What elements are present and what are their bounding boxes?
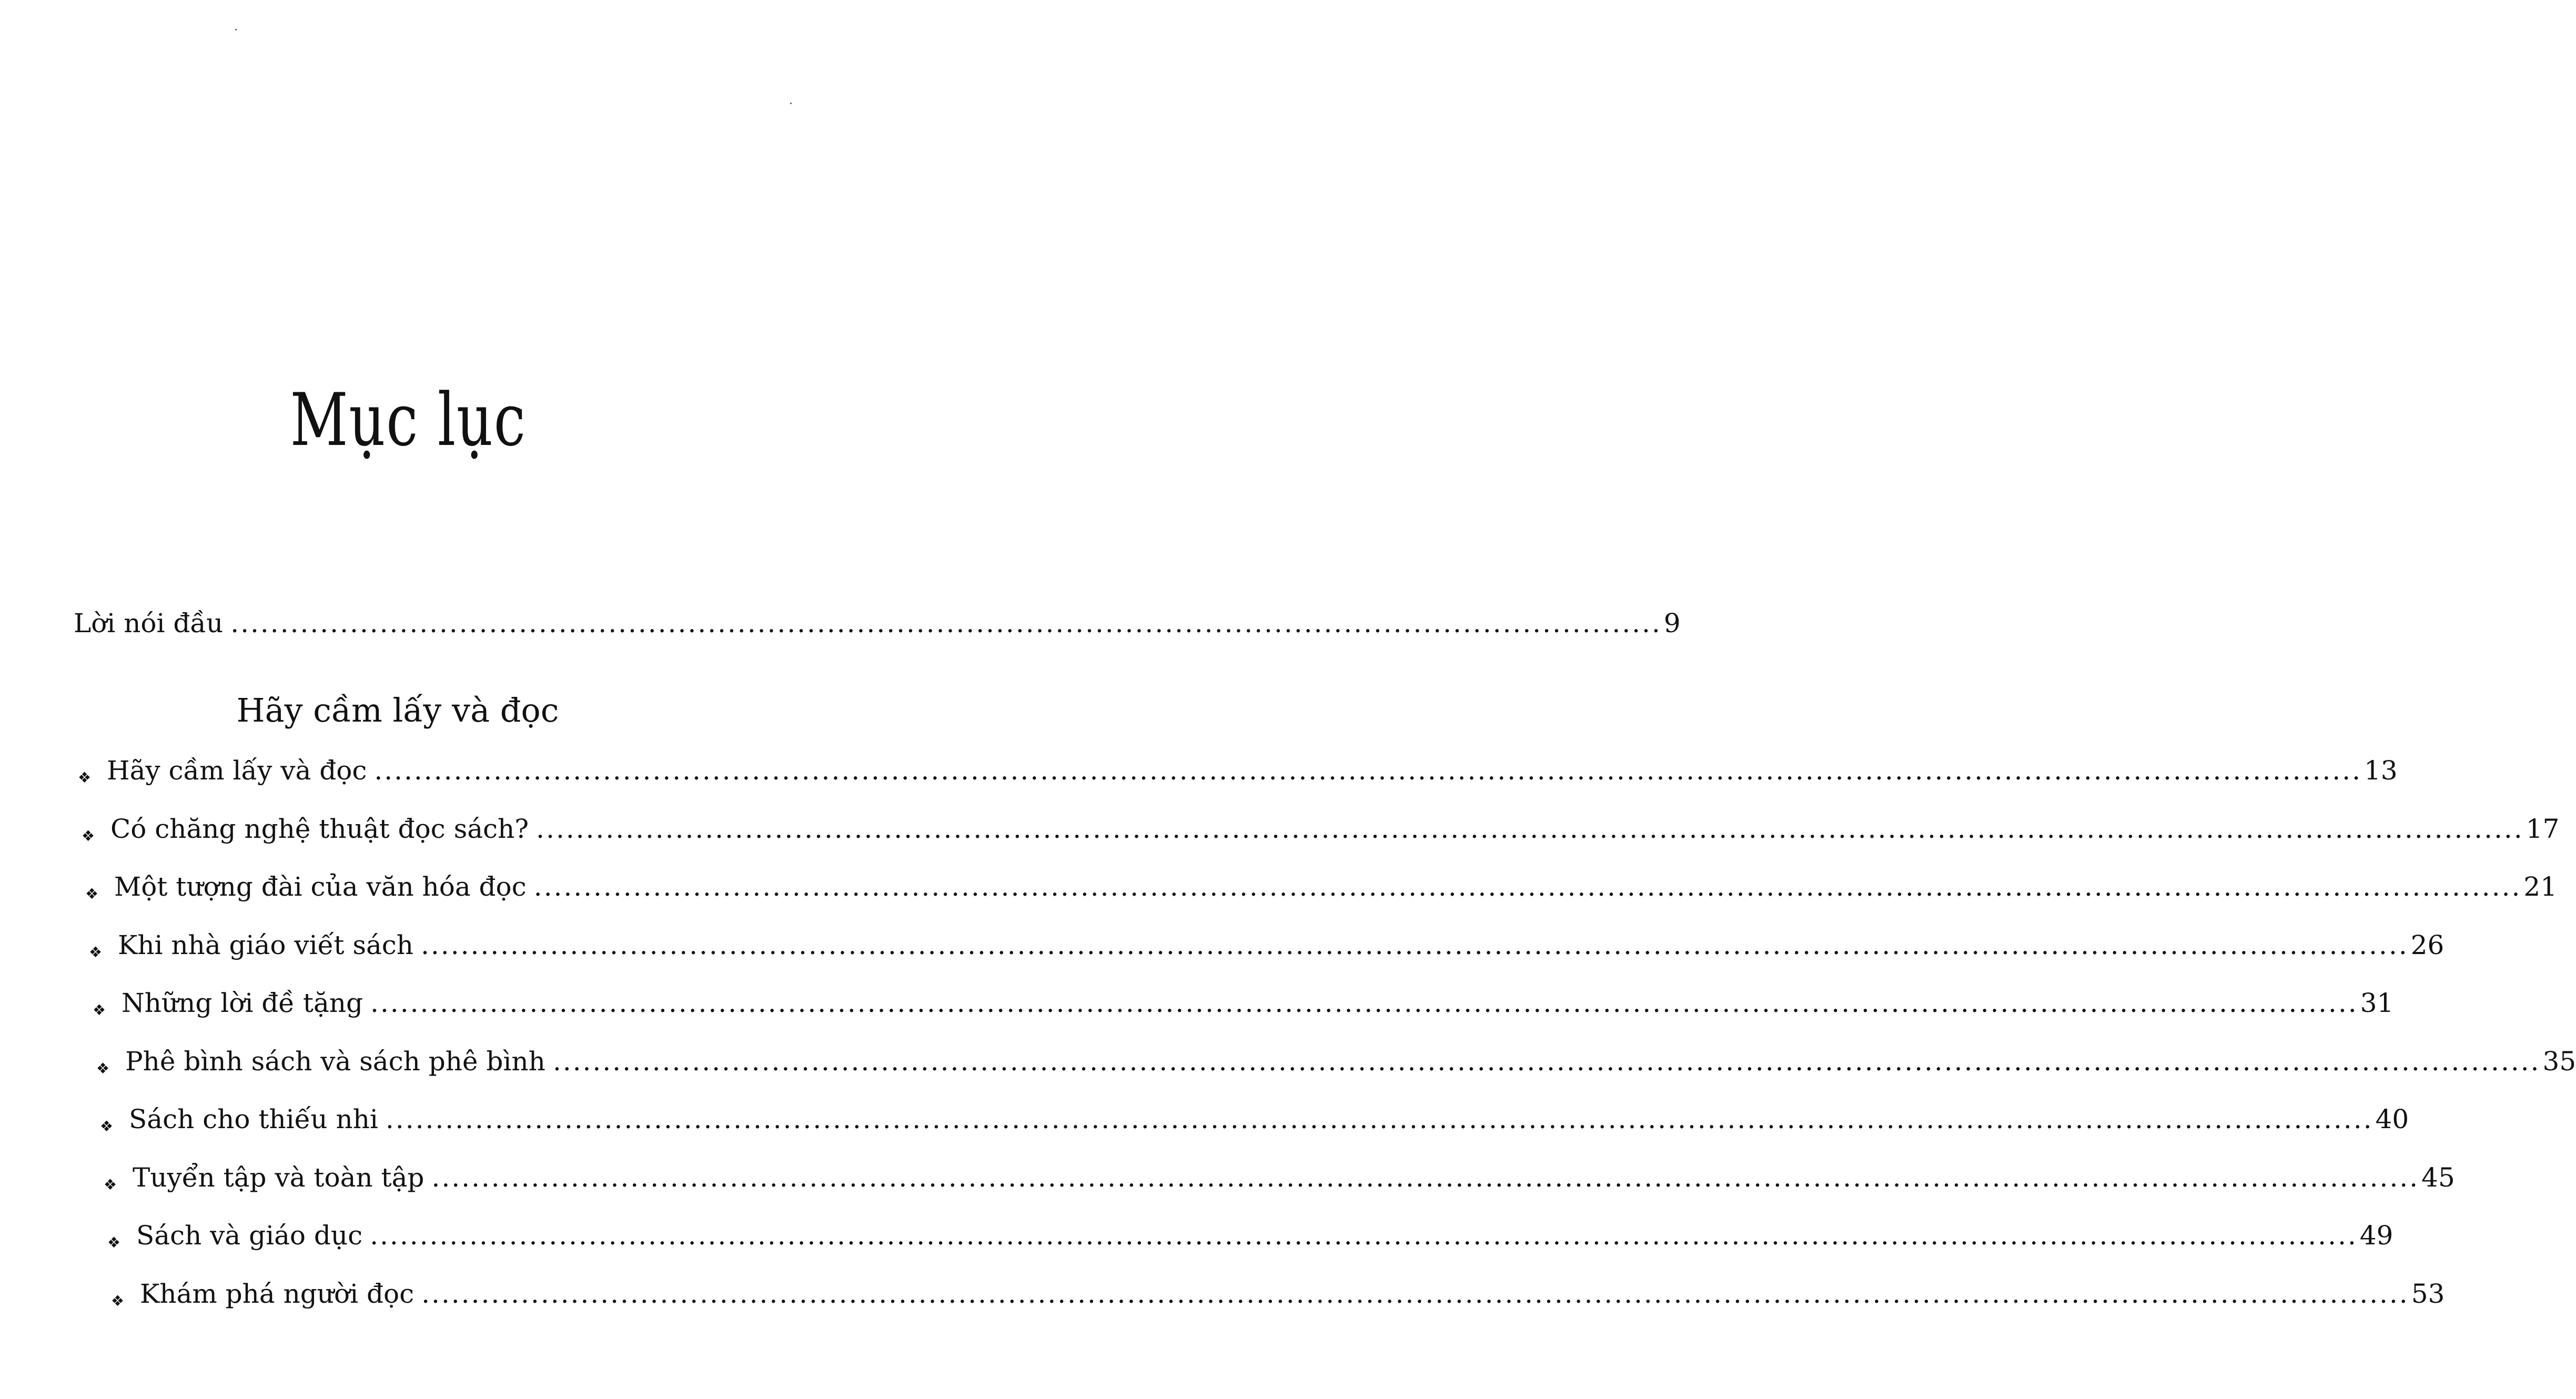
- toc-entry-page: 21: [2523, 871, 2558, 902]
- toc-entry-label: Khi nhà giáo viết sách: [118, 930, 414, 960]
- toc-entry-label: Tuyển tập và toàn tập: [133, 1162, 425, 1193]
- toc-leader-dots: ........................................................................................................................................................................................................: [552, 1046, 2541, 1077]
- toc-entry-label: Những lời đề tặng: [122, 988, 363, 1018]
- toc-entry-label: Có chăng nghệ thuật đọc sách?: [110, 814, 529, 844]
- paper-speck: [790, 103, 792, 104]
- toc-entry[interactable]: [100, 1104, 2409, 1135]
- toc-leader-dots: ........................................................................................................................................................................................................: [374, 755, 2362, 786]
- toc-entry-label: Phê bình sách và sách phê bình: [125, 1046, 545, 1077]
- toc-entry-label: Lời nói đầu: [74, 608, 224, 638]
- toc-leader-dots: ........................................................................................................................................................................................................: [421, 1279, 2409, 1309]
- toc-leader-dots: ........................................................................................................................................................................................................: [385, 1104, 2373, 1134]
- diamond-bullet-icon: ❖: [89, 944, 103, 961]
- diamond-bullet-icon: ❖: [104, 1176, 117, 1193]
- toc-entry-page: 49: [2359, 1220, 2393, 1251]
- toc-entry[interactable]: [107, 1220, 2393, 1251]
- toc-entry-label: Sách cho thiếu nhi: [129, 1104, 378, 1134]
- toc-entry[interactable]: [89, 930, 2444, 961]
- toc-entry-page: 13: [2364, 755, 2398, 786]
- diamond-bullet-icon: ❖: [107, 1234, 121, 1251]
- toc-entry-page: 26: [2410, 930, 2444, 960]
- toc-entry-page: 53: [2411, 1279, 2445, 1309]
- diamond-bullet-icon: ❖: [82, 827, 95, 845]
- toc-leader-dots: ........................................................................................................................................................................................................: [370, 988, 2358, 1018]
- page-title: Mục lục: [290, 378, 527, 462]
- diamond-bullet-icon: ❖: [111, 1292, 125, 1310]
- toc-entry-page: 17: [2526, 814, 2560, 844]
- toc-entry-label: Khám phá người đọc: [140, 1279, 415, 1309]
- toc-entry-preface[interactable]: [74, 608, 1681, 638]
- toc-entry-label: Hãy cầm lấy và đọc: [107, 755, 367, 786]
- toc-entry[interactable]: [96, 1046, 2576, 1077]
- toc-leader-dots: ........................................................................................................................................................................................................: [370, 1220, 2358, 1251]
- toc-leader-dots: ................................................................................................................................................: [230, 608, 1662, 638]
- toc-entry[interactable]: [93, 988, 2394, 1019]
- toc-leader-dots: ........................................................................................................................................................................................................: [421, 930, 2409, 960]
- toc-leader-dots: ........................................................................................................................................................................................................: [536, 814, 2524, 844]
- toc-entry[interactable]: [85, 871, 2558, 903]
- section-heading: Hãy cầm lấy và đọc: [236, 691, 559, 729]
- toc-leader-dots: ........................................................................................................................................................................................................: [431, 1162, 2420, 1193]
- toc-entry-page: 31: [2360, 988, 2394, 1018]
- toc-entry-page: 35: [2542, 1046, 2576, 1077]
- diamond-bullet-icon: ❖: [85, 885, 99, 903]
- toc-entry-page: 45: [2421, 1162, 2455, 1193]
- diamond-bullet-icon: ❖: [96, 1060, 110, 1077]
- toc-entry-label: Một tượng đài của văn hóa đọc: [114, 871, 527, 902]
- toc-entry[interactable]: [78, 755, 2398, 786]
- diamond-bullet-icon: ❖: [78, 769, 92, 786]
- diamond-bullet-icon: ❖: [100, 1118, 114, 1135]
- toc-leader-dots: ........................................................................................................................................................................................................: [533, 871, 2522, 902]
- toc-entry-page: 40: [2375, 1104, 2409, 1134]
- toc-entry-label: Sách và giáo dục: [136, 1220, 363, 1251]
- paper-speck: [235, 29, 237, 31]
- toc-entry[interactable]: [111, 1279, 2445, 1310]
- toc-entry[interactable]: [104, 1162, 2455, 1193]
- toc-entry-page: 9: [1663, 608, 1681, 638]
- diamond-bullet-icon: ❖: [93, 1001, 106, 1019]
- toc-entry[interactable]: [82, 814, 2560, 845]
